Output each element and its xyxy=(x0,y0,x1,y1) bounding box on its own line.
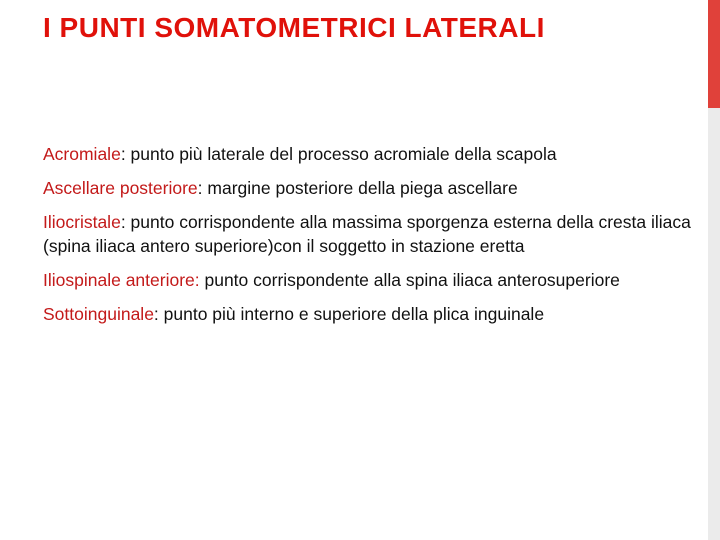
definition-sottoinguinale: : punto più interno e superiore della plica inguinale xyxy=(153,304,545,324)
term-ascellare-posteriore: Ascellare posteriore xyxy=(43,178,198,198)
landmark-list xyxy=(43,142,693,336)
list-item-sottoinguinale xyxy=(43,302,693,326)
term-acromiale: Acromiale xyxy=(43,144,121,164)
term-iliocristale: Iliocristale xyxy=(43,212,121,232)
list-item-acromiale xyxy=(43,142,693,166)
side-bar xyxy=(708,108,720,540)
definition-iliospinale-anteriore: punto corrispondente alla spina iliaca anterosuperiore xyxy=(199,270,620,290)
definition-acromiale: : punto più laterale del processo acromiale della scapola xyxy=(120,144,557,164)
list-item-iliocristale xyxy=(43,210,693,258)
definition-iliocristale: : punto corrispondente alla massima sporgenza esterna della cresta iliaca (spina iliaca antero superiore)con il soggetto in stazione eretta xyxy=(43,212,691,256)
list-item-iliospinale-anteriore xyxy=(43,268,693,292)
list-item-ascellare-posteriore xyxy=(43,176,693,200)
definition-ascellare-posteriore: : margine posteriore della piega ascellare xyxy=(197,178,518,198)
term-sottoinguinale: Sottoinguinale xyxy=(43,304,154,324)
slide-title: I PUNTI SOMATOMETRICI LATERALI xyxy=(43,12,545,43)
accent-bar xyxy=(708,0,720,108)
term-iliospinale-anteriore: Iliospinale anteriore: xyxy=(43,270,200,290)
